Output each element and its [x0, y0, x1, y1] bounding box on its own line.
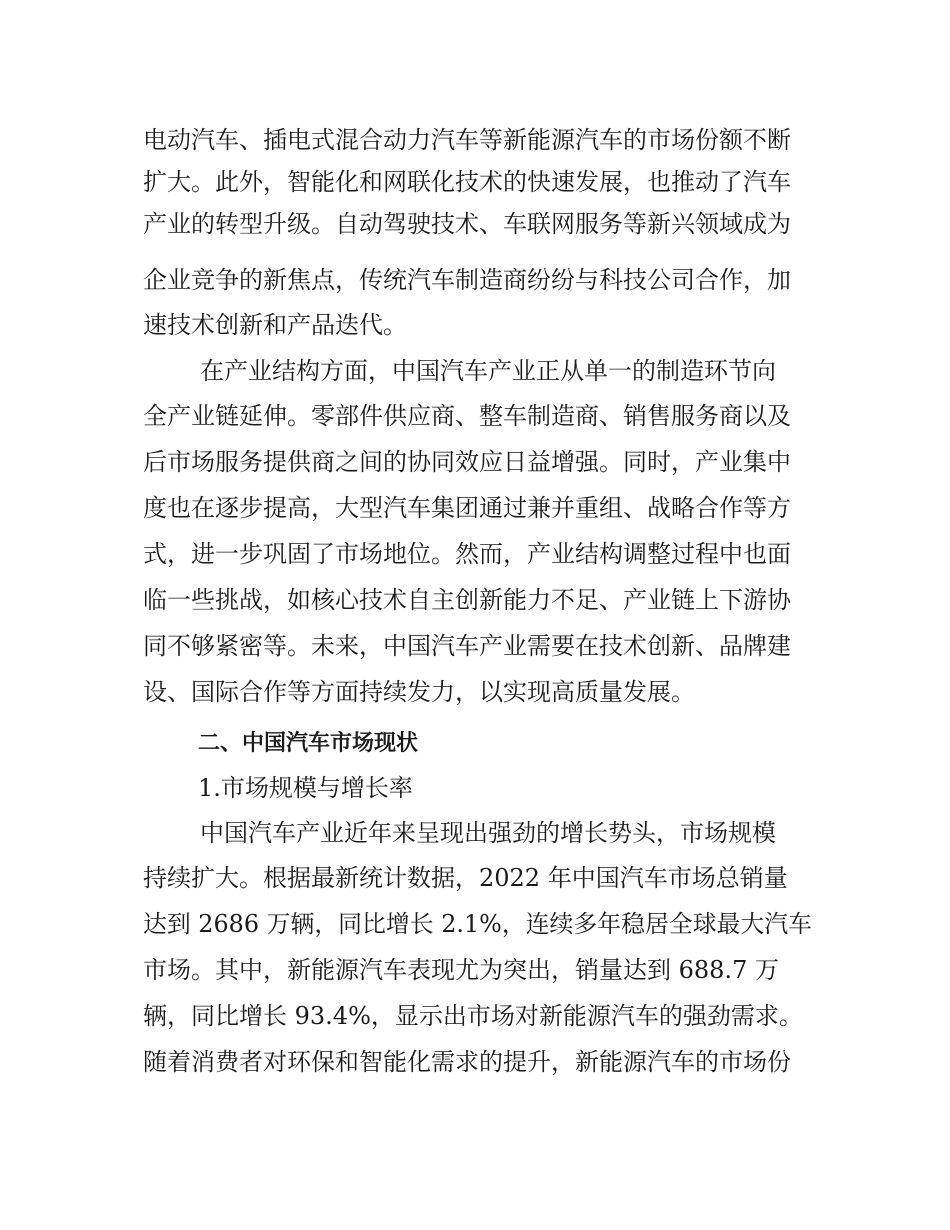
paragraph-line: 扩大。此外，智能化和网联化技术的快速发展，也推动了汽车	[143, 168, 791, 196]
paragraph-line: 中国汽车产业近年来呈现出强劲的增长势头，市场规模	[200, 819, 776, 847]
paragraph-line: 电动汽车、插电式混合动力汽车等新能源汽车的市场份额不断	[143, 126, 791, 154]
section-heading: 二、中国汽车市场现状	[198, 731, 419, 756]
paragraph-line: 度也在逐步提高，大型汽车集团通过兼并重组、战略合作等方	[143, 494, 791, 522]
paragraph-line: 在产业结构方面，中国汽车产业正从单一的制造环节向	[200, 357, 776, 385]
paragraph-line: 设、国际合作等方面持续发力，以实现高质量发展。	[143, 678, 695, 706]
paragraph-line: 辆，同比增长 93.4%，显示出市场对新能源汽车的强劲需求。	[143, 1002, 803, 1030]
paragraph-line: 持续扩大。根据最新统计数据，2022 年中国汽车市场总销量	[143, 864, 788, 892]
paragraph-line: 市场。其中，新能源汽车表现尤为突出，销量达到 688.7 万	[143, 956, 779, 984]
paragraph-line: 速技术创新和产品迭代。	[143, 311, 407, 339]
paragraph-line: 后市场服务提供商之间的协同效应日益增强。同时，产业集中	[143, 448, 791, 476]
paragraph-line: 企业竞争的新焦点，传统汽车制造商纷纷与科技公司合作，加	[143, 266, 791, 294]
paragraph-line: 临一些挑战，如核心技术自主创新能力不足、产业链上下游协	[143, 586, 791, 614]
paragraph-line: 达到 2686 万辆，同比增长 2.1%，连续多年稳居全球最大汽车	[143, 910, 812, 938]
paragraph-line: 同不够紧密等。未来，中国汽车产业需要在技术创新、品牌建	[143, 632, 791, 660]
paragraph-line: 产业的转型升级。自动驾驶技术、车联网服务等新兴领域成为	[143, 210, 791, 238]
subsection-heading: 1.市场规模与增长率	[198, 774, 413, 802]
paragraph-line: 式，进一步巩固了市场地位。然而，产业结构调整过程中也面	[143, 540, 791, 568]
paragraph-line: 全产业链延伸。零部件供应商、整车制造商、销售服务商以及	[143, 402, 791, 430]
paragraph-line: 随着消费者对环保和智能化需求的提升，新能源汽车的市场份	[143, 1048, 791, 1076]
